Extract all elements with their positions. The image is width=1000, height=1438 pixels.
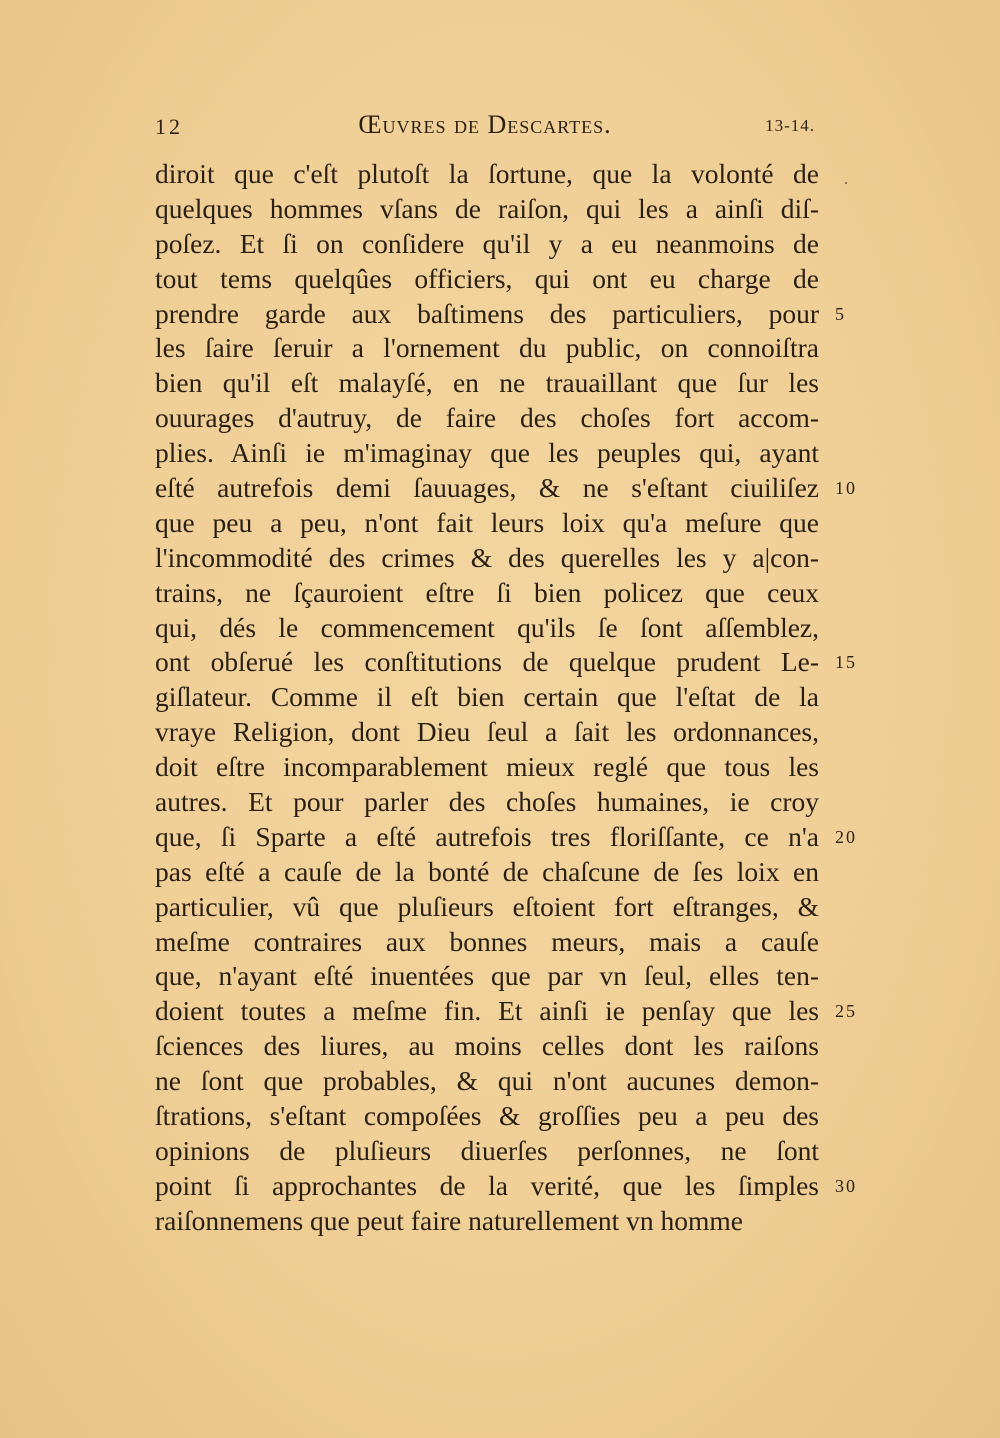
margin-line-number: 5 [835,303,846,324]
text-line [155,1204,819,1239]
text-line [155,1169,857,1204]
line-text: poſez. Et ſi on conſidere qu'il y a eu neanmoins de [155,227,819,259]
line-text: bien qu'il eſt malayſé, en ne trauaillant que ſur les [155,367,819,399]
line-text: autres. Et pour parler des choſes humaines, ie croy [155,786,819,818]
line-text: pas eſté a cauſe de la bonté de chaſcune de ſes loix en [155,855,819,887]
page-number: 12 [155,114,183,139]
text-line [155,645,857,680]
section-reference: 13-14. [765,116,815,135]
text-line [155,471,857,506]
line-text: plies. Ainſi ie m'imaginay que les peuples qui, ayant [155,437,819,469]
running-title: Œuvres de Descartes. [358,110,612,139]
text-line [155,785,819,820]
text-line [155,1064,819,1099]
text-line [155,227,819,262]
margin-line-number: 25 [835,1001,857,1022]
margin-line-number: 20 [835,826,857,847]
text-line [155,611,819,646]
line-text: meſme contraires aux bonnes meurs, mais a cauſe [155,925,819,957]
text-line [155,715,819,750]
line-text: tout tems quelqûes officiers, qui ont eu charge de [155,262,819,294]
line-text: que, ſi Sparte a eſté autrefois tres floriſſante, ce n'a [155,820,819,852]
text-line [155,157,819,192]
text-line [155,436,819,471]
line-text: giſlateur. Comme il eſt bien certain que l'eſtat de la [155,681,819,713]
line-text: vraye Religion, dont Dieu ſeul a ſait les ordonnances, [155,716,819,748]
line-text: eſté autrefois demi ſauuages, & ne s'eſtant ciuiliſez [155,472,819,504]
line-text: ſtrations, s'eſtant compoſées & groſſies peu a peu des [155,1100,819,1132]
running-head [155,110,815,142]
text-line [155,925,819,960]
line-text: les ſaire ſeruir a l'ornement du public, on connoiſtra [155,332,819,364]
text-line [155,1099,819,1134]
line-text: raiſonnemens que peut faire naturellement vn homme [155,1204,743,1236]
line-text: diroit que c'eſt plutoſt la ſortune, que la volonté de [155,158,819,189]
text-line [155,576,819,611]
text-line [155,297,846,332]
margin-line-number: 30 [835,1175,857,1196]
line-text: doit eſtre incomparablement mieux reglé que tous les [155,751,819,783]
line-text: quelques hommes vſans de raiſon, qui les a ainſi diſ- [155,192,819,224]
text-line [155,331,819,366]
text-line [155,506,819,541]
line-text: que peu a peu, n'ont fait leurs loix qu'a meſure que [155,506,819,538]
line-text: l'incommodité des crimes & des querelles les y a|con- [155,541,819,573]
text-line [155,750,819,785]
text-line [155,959,819,994]
line-text: ouurages d'autruy, de faire des choſes fort accom- [155,402,819,434]
text-line [155,890,819,925]
paper-speck [845,182,847,184]
line-text: ne ſont que probables, & qui n'ont aucunes demon- [155,1065,819,1097]
line-text: trains, ne ſçauroient eſtre ſi bien policez que ceux [155,576,819,608]
text-line [155,262,819,297]
text-line [155,855,819,890]
text-line [155,541,819,576]
line-text: prendre garde aux baſtimens des particuliers, pour [155,297,819,329]
text-line [155,820,857,855]
text-line [155,366,819,401]
line-text: ont obſerué les conſtitutions de quelque prudent Le- [155,646,819,678]
text-body [155,157,857,1239]
line-text: opinions de pluſieurs diuerſes perſonnes, ne ſont [155,1134,819,1166]
line-text: qui, dés le commencement qu'ils ſe ſont aſſemblez, [155,611,819,643]
line-text: que, n'ayant eſté inuentées que par vn ſeul, elles ten- [155,960,819,992]
text-line [155,680,819,715]
line-text: point ſi approchantes de la verité, que les ſimples [155,1169,819,1201]
text-line [155,994,857,1029]
margin-line-number: 10 [835,478,857,499]
line-text: doient toutes a meſme fin. Et ainſi ie penſay que les [155,995,819,1027]
margin-line-number: 15 [835,652,857,673]
line-text: ſciences des liures, au moins celles dont les raiſons [155,1030,819,1062]
text-line [155,401,819,436]
text-line [155,1134,819,1169]
text-line [155,1029,819,1064]
text-line [155,192,819,227]
line-text: particulier, vû que pluſieurs eſtoient fort eſtranges, & [155,890,819,922]
